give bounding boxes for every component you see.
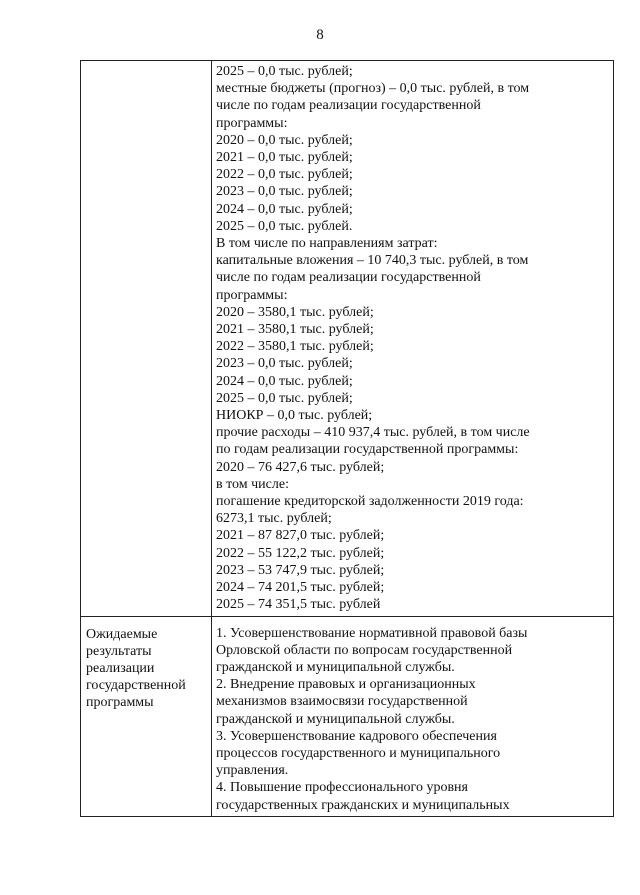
results-label-line: государственной xyxy=(86,678,186,694)
funding-line: 2025 – 74 351,5 тыс. рублей xyxy=(216,597,381,613)
result-line: гражданской и муниципальной службы. xyxy=(216,711,455,727)
funding-line: 2025 – 0,0 тыс. рублей; xyxy=(216,390,353,406)
funding-content-cell xyxy=(212,61,614,617)
funding-label-cell xyxy=(81,61,212,617)
results-content-cell xyxy=(212,616,614,816)
results-label-line: программы xyxy=(86,695,154,711)
funding-line: 2020 – 76 427,6 тыс. рублей; xyxy=(216,459,385,475)
result-line: процессов государственного и муниципального xyxy=(216,745,501,761)
funding-line: капитальные вложения – 10 740,3 тыс. рублей, в том xyxy=(216,253,529,269)
funding-line: 2021 – 87 827,0 тыс. рублей; xyxy=(216,528,385,544)
funding-line: 2022 – 0,0 тыс. рублей; xyxy=(216,167,353,183)
passport-table xyxy=(80,60,614,817)
result-line: 1. Усовершенствование нормативной правовой базы xyxy=(216,625,528,641)
funding-line: 2021 – 0,0 тыс. рублей; xyxy=(216,150,353,166)
funding-line: 2025 – 0,0 тыс. рублей; xyxy=(216,64,353,79)
funding-line: местные бюджеты (прогноз) – 0,0 тыс. рублей, в том xyxy=(216,81,530,97)
results-label-line: реализации xyxy=(86,660,155,676)
page-number: 8 xyxy=(316,27,324,43)
funding-line: 2023 – 0,0 тыс. рублей; xyxy=(216,184,353,200)
funding-line: числе по годам реализации государственной xyxy=(216,98,481,114)
funding-row xyxy=(81,61,614,617)
funding-line: НИОКР – 0,0 тыс. рублей; xyxy=(216,408,373,424)
funding-line: 2022 – 55 122,2 тыс. рублей; xyxy=(216,545,385,561)
funding-line: 2023 – 53 747,9 тыс. рублей; xyxy=(216,562,385,578)
results-label xyxy=(81,617,211,712)
result-line: 3. Усовершенствование кадрового обеспечения xyxy=(216,728,497,744)
funding-line: 2024 – 0,0 тыс. рублей; xyxy=(216,373,353,389)
funding-line: программы: xyxy=(216,287,288,303)
result-line: государственных гражданских и муниципальных xyxy=(216,797,510,813)
funding-line: прочие расходы – 410 937,4 тыс. рублей, в том числе xyxy=(216,425,530,441)
results-label-line: Ожидаемые xyxy=(86,626,158,642)
result-line: управления. xyxy=(216,763,289,779)
funding-line: В том числе по направлениям затрат: xyxy=(216,236,438,252)
result-line: 2. Внедрение правовых и организационных xyxy=(216,677,476,693)
funding-line: 2022 – 3580,1 тыс. рублей; xyxy=(216,339,374,355)
results-label-line: результаты xyxy=(86,643,152,659)
funding-line: 2021 – 3580,1 тыс. рублей; xyxy=(216,322,374,338)
funding-line: 2023 – 0,0 тыс. рублей; xyxy=(216,356,353,372)
funding-line: погашение кредиторской задолженности 2019 года: xyxy=(216,494,524,510)
funding-line: 2024 – 0,0 тыс. рублей; xyxy=(216,201,353,217)
funding-text xyxy=(212,61,613,616)
result-line: 4. Повышение профессионального уровня xyxy=(216,780,468,796)
result-line: гражданской и муниципальной службы. xyxy=(216,659,455,675)
funding-line: 2020 – 0,0 тыс. рублей; xyxy=(216,132,353,148)
results-label-cell xyxy=(81,616,212,816)
funding-line: 6273,1 тыс. рублей; xyxy=(216,511,332,527)
results-row xyxy=(81,616,614,816)
funding-line: 2020 – 3580,1 тыс. рублей; xyxy=(216,304,374,320)
funding-line: программы: xyxy=(216,115,288,131)
results-text xyxy=(212,617,613,816)
result-line: механизмов взаимосвязи государственной xyxy=(216,694,468,710)
funding-line: числе по годам реализации государственной xyxy=(216,270,481,286)
funding-line: 2024 – 74 201,5 тыс. рублей; xyxy=(216,580,385,596)
funding-line: по годам реализации государственной программы: xyxy=(216,442,519,458)
result-line: Орловской области по вопросам государственной xyxy=(216,642,513,658)
funding-line: в том числе: xyxy=(216,476,289,492)
funding-line: 2025 – 0,0 тыс. рублей. xyxy=(216,218,353,234)
